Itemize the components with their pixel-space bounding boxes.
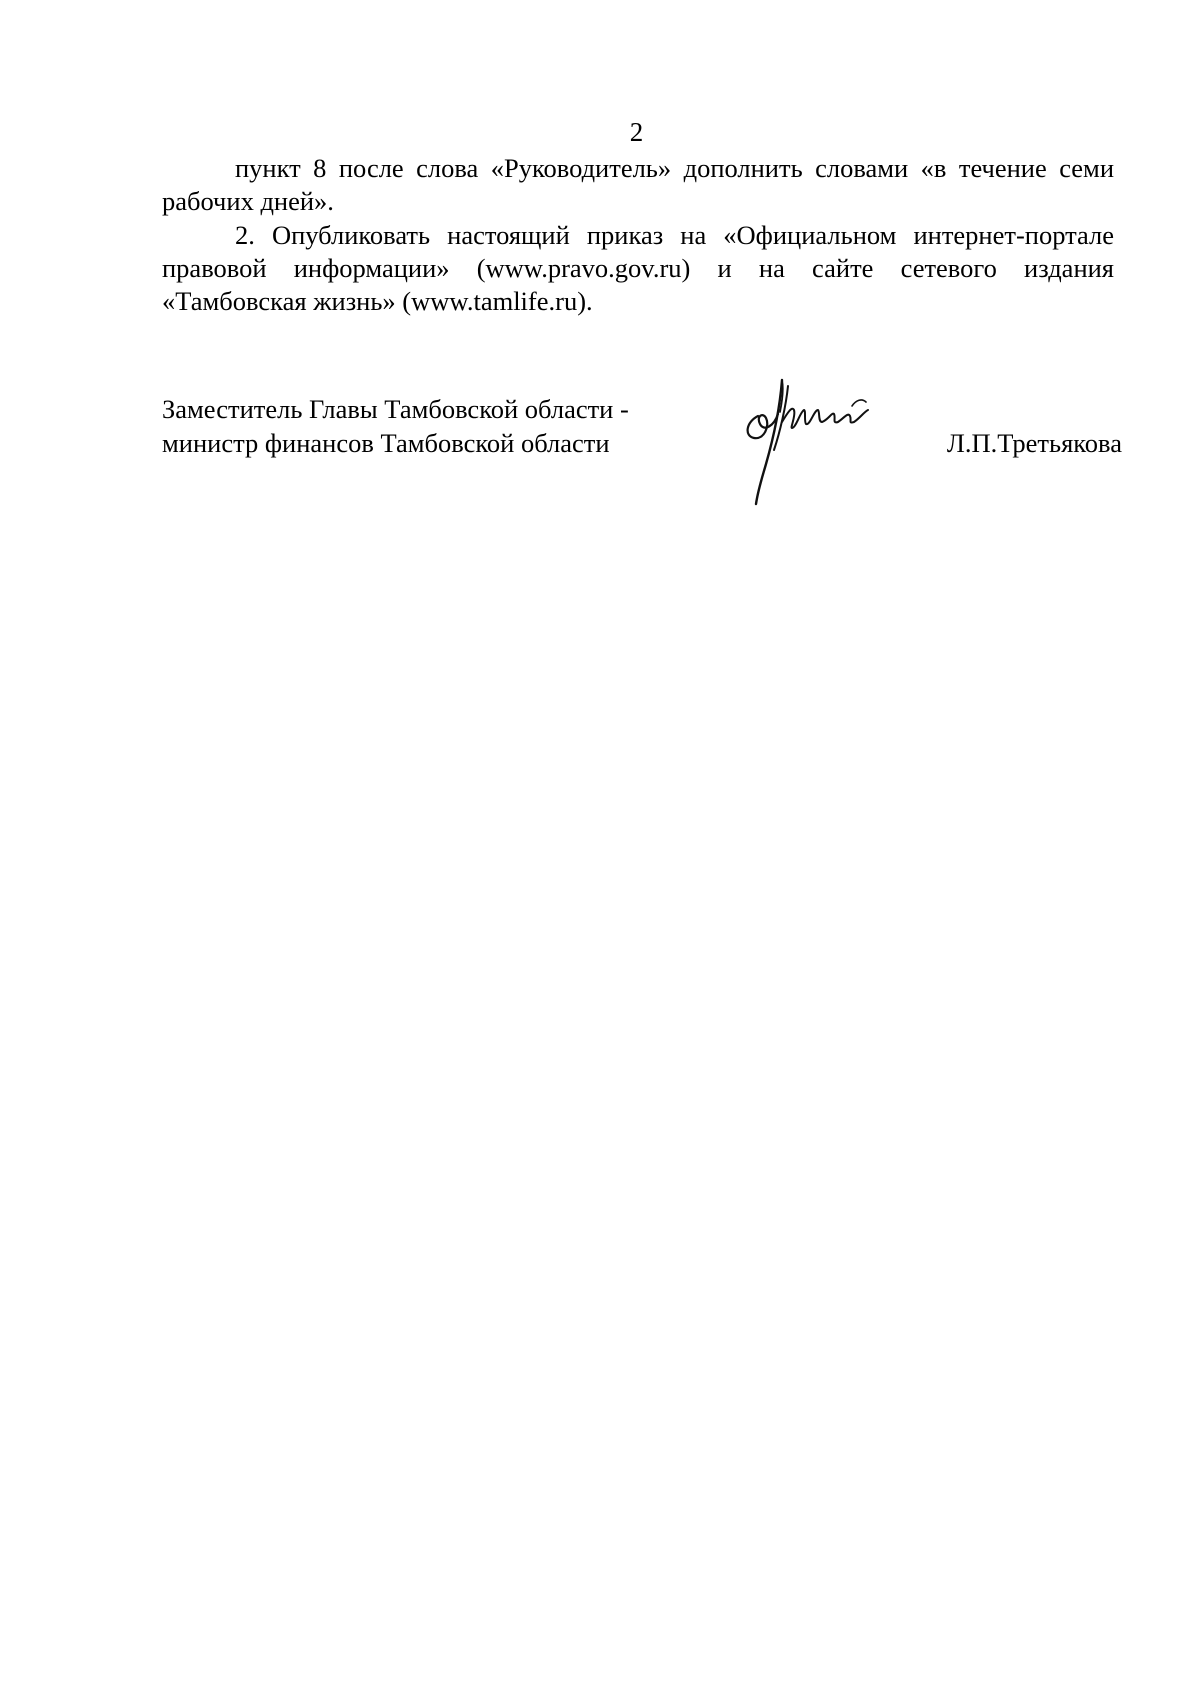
signer-name: Л.П.Третьякова	[946, 428, 1122, 458]
document-body	[162, 152, 1114, 318]
page-number: 2	[629, 117, 644, 147]
paragraph-publication: 2. Опубликовать настоящий приказ на «Официальном интернет-портале правовой информации» (www.pravo.gov.ru) и на сайте сетевого издания «Тамбовская жизнь» (www.tamlife.ru).	[162, 220, 1114, 316]
signer-title-line-2: министр финансов Тамбовской области	[162, 428, 610, 458]
handwritten-signature	[736, 376, 884, 508]
signature-block	[162, 392, 1122, 522]
paragraph-amendment: пункт 8 после слова «Руководитель» дополнить словами «в течение семи рабочих дней».	[162, 153, 1114, 216]
signer-title	[162, 392, 629, 460]
signer-title-line-1: Заместитель Главы Тамбовской области -	[162, 394, 629, 424]
